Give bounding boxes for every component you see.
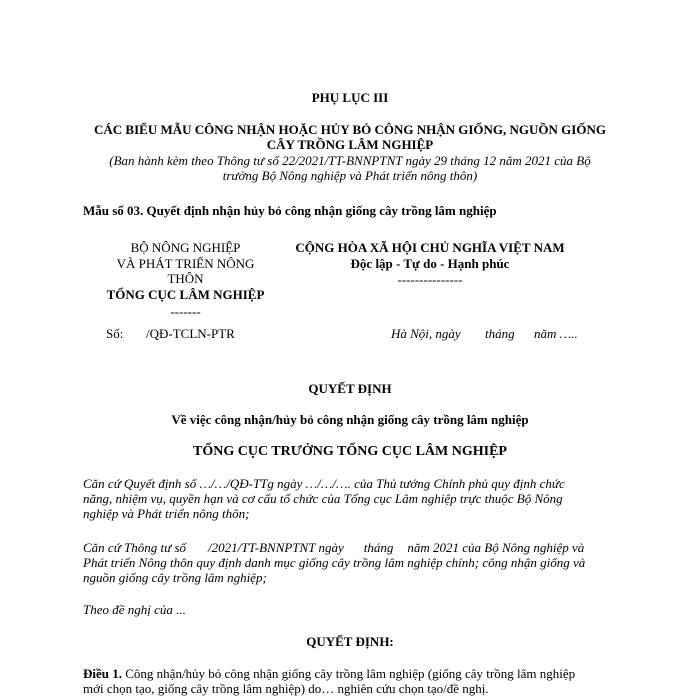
article-1: [83, 666, 618, 696]
left-divider: -------: [170, 304, 201, 319]
article-1-label: Điều 1.: [83, 666, 122, 681]
basis-p2-line2: Phát triển Nông thôn quy định danh mục giống cây trồng lâm nghiệp chính; công nhận giống và: [83, 555, 586, 570]
basis-p2-part3: tháng: [363, 540, 394, 555]
place-date: Hà Nội, ngày: [391, 326, 461, 341]
basis-p2-part4: năm 2021 của Bộ Nông nghiệp và: [407, 540, 585, 555]
nation-name: CỘNG HÒA XÃ HỘI CHỦ NGHĨA VIỆT NAM: [295, 240, 565, 255]
basis-p2-part2: /2021/TT-BNNPTNT ngày: [208, 540, 344, 555]
basis-p2-part1: Căn cứ Thông tư số: [83, 540, 187, 555]
basis-p2-line1: [83, 540, 618, 555]
appendix-title: PHỤ LỤC III: [311, 90, 389, 105]
basis-p1-line2: năng, nhiệm vụ, quyền hạn và cơ cấu tổ chức của Tổng cục Lâm nghiệp trực thuộc Bộ Nông: [83, 491, 563, 506]
basis-p1-line3: nghiệp và Phát triển nông thôn;: [83, 506, 250, 521]
ministry-line2: VÀ PHÁT TRIỂN NÔNG: [116, 256, 255, 271]
national-motto: Độc lập - Tự do - Hạnh phúc: [350, 256, 510, 271]
basis-p1-line1: Căn cứ Quyết định số …/…/QĐ-TTg ngày …/…/…. của Thủ tướng Chính phủ quy định chức: [83, 476, 565, 491]
decides-title: QUYẾT ĐỊNH:: [306, 634, 394, 649]
decision-subject: Về việc công nhận/hủy bỏ công nhận giống cây trồng lâm nghiệp: [171, 412, 529, 427]
article-1-line2: mới chọn tạo, giống cây trồng lâm nghiệp) do… nghiên cứu chọn tạo/đề nghị.: [83, 681, 489, 696]
appendix-heading-line2: CÂY TRỒNG LÂM NGHIỆP: [266, 137, 434, 152]
ministry-line3: THÔN: [167, 271, 204, 286]
appendix-issued-line1: (Ban hành kèm theo Thông tư số 22/2021/TT-BNNPTNT ngày 29 tháng 12 năm 2021 của Bộ: [109, 153, 591, 168]
date-month-label: tháng: [485, 326, 515, 341]
right-divider: ---------------: [397, 272, 463, 287]
decision-title: QUYẾT ĐỊNH: [308, 381, 392, 396]
date-year-label: năm …..: [534, 326, 578, 341]
basis-paragraph-2: [83, 540, 618, 585]
basis-paragraph-3: Theo đề nghị của ...: [83, 602, 186, 617]
article-1-line1: [83, 666, 618, 681]
appendix-heading-line1: CÁC BIỂU MẪU CÔNG NHẬN HOẶC HỦY BỎ CÔNG NHẬN GIỐNG, NGUỒN GIỐNG: [94, 122, 606, 137]
basis-paragraph-1: [83, 476, 618, 521]
decision-authority: TỔNG CỤC TRƯỞNG TỔNG CỤC LÂM NGHIỆP: [193, 444, 507, 459]
agency-name: TỔNG CỤC LÂM NGHIỆP: [106, 287, 265, 302]
number-code: /QĐ-TCLN-PTR: [146, 326, 235, 341]
form-title: Mẫu số 03. Quyết định nhận hủy bỏ công nhận giống cây trồng lâm nghiệp: [83, 203, 497, 218]
appendix-issued-line2: trưởng Bộ Nông nghiệp và Phát triển nông thôn): [222, 168, 478, 183]
number-label: Số:: [106, 326, 124, 341]
article-1-text1: Công nhận/hủy bỏ công nhận giống cây trồng lâm nghiệp (giống cây trồng lâm nghiệp: [125, 666, 576, 681]
basis-p2-line3: nguồn giống cây trồng lâm nghiệp;: [83, 570, 267, 585]
ministry-line1: BỘ NÔNG NGHIỆP: [130, 240, 241, 255]
